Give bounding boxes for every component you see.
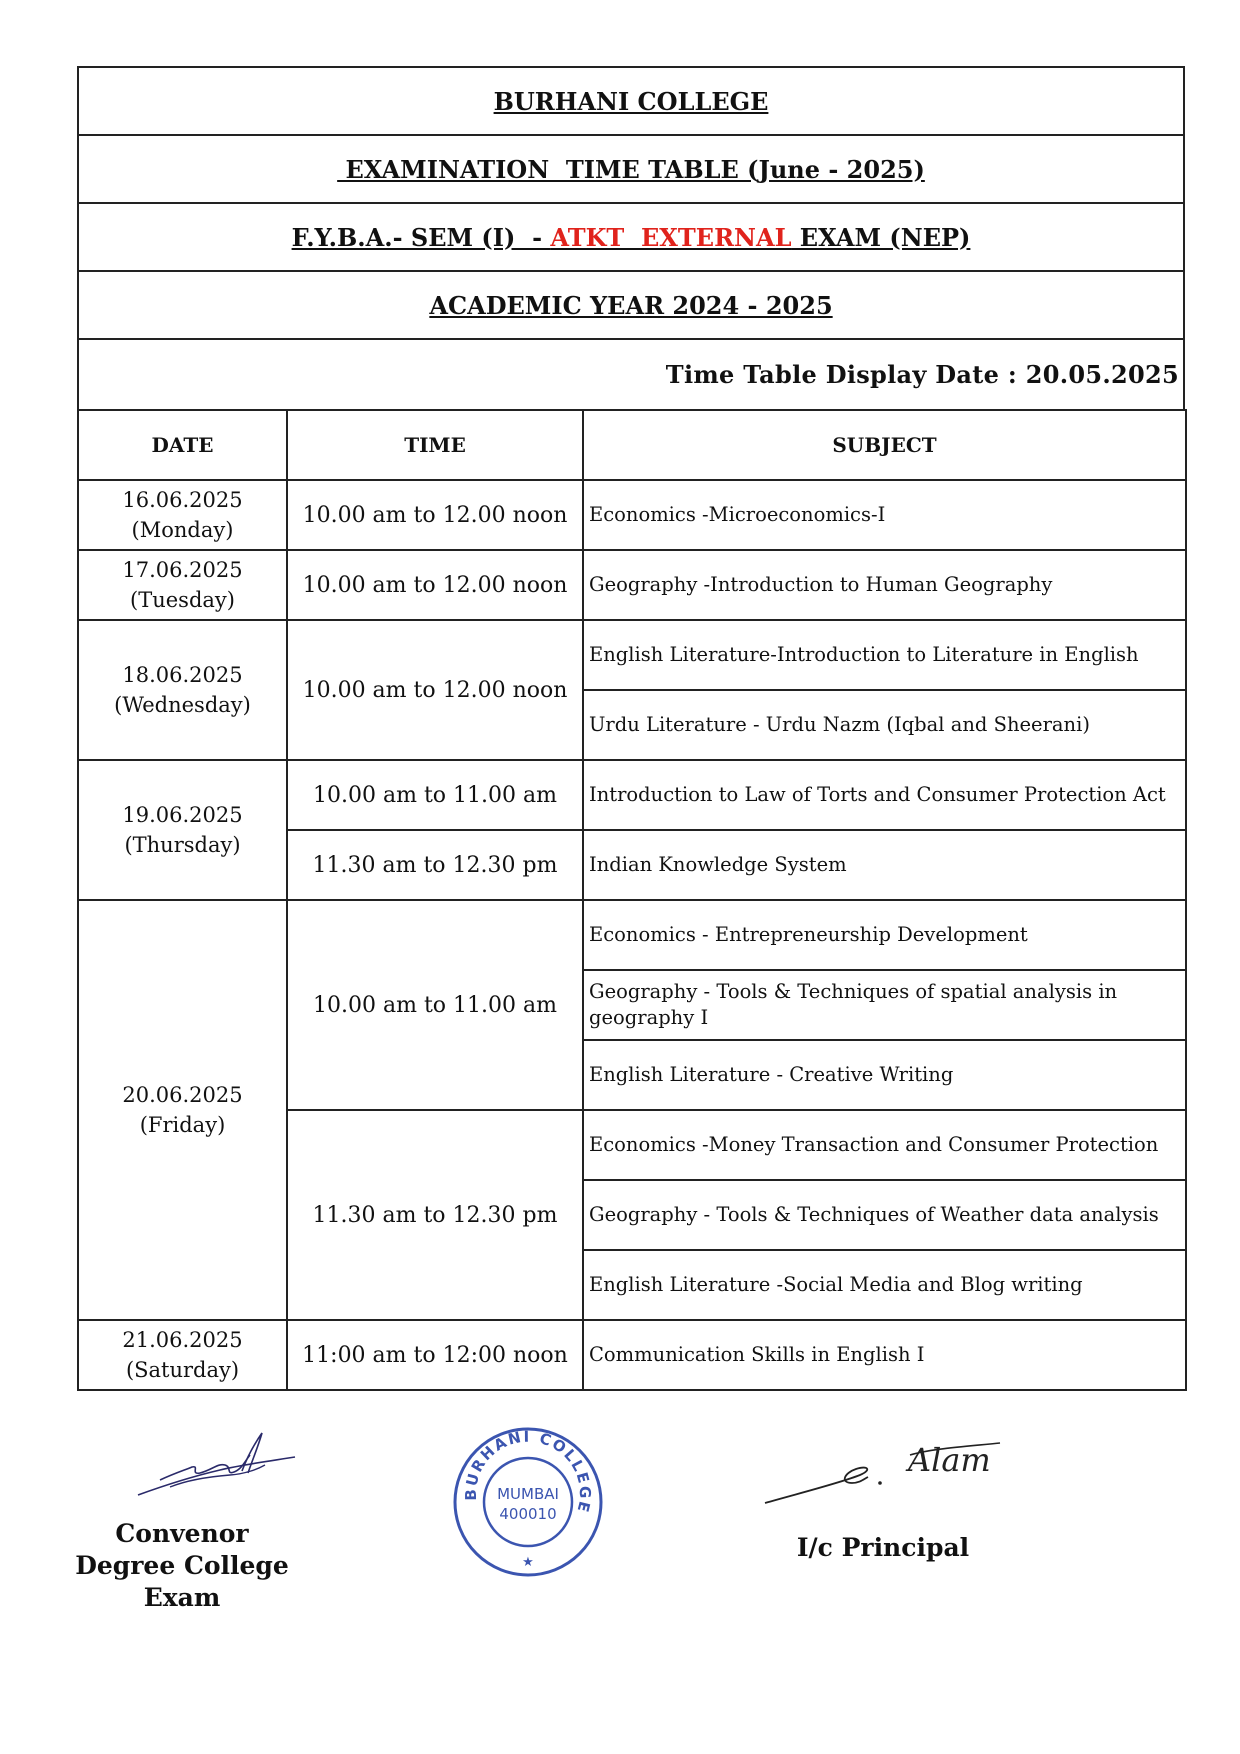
table-row [78, 1320, 1186, 1390]
exam-prefix: F.Y.B.A.- SEM (I) - [291, 222, 551, 252]
subject-cell: Indian Knowledge System [583, 830, 1186, 900]
exam-schedule-table [77, 409, 1187, 1391]
column-header-date: DATE [78, 410, 287, 480]
time-cell: 11.30 am to 12.30 pm [287, 830, 583, 900]
svg-text:★: ★ [522, 1555, 534, 1570]
date-cell: 21.06.2025 (Saturday) [78, 1320, 287, 1390]
time-cell: 11:00 am to 12:00 noon [287, 1320, 583, 1390]
subject-cell: Economics -Money Transaction and Consumer Protection [583, 1110, 1186, 1180]
table-row [78, 550, 1186, 620]
date-cell: 19.06.2025 (Thursday) [78, 760, 287, 900]
display-date: Time Table Display Date : 20.05.2025 [77, 338, 1185, 409]
date-cell: 16.06.2025 (Monday) [78, 480, 287, 550]
column-header-subject: SUBJECT [583, 410, 1186, 480]
subject-cell: Economics - Entrepreneurship Development [583, 900, 1186, 970]
time-cell: 10.00 am to 11.00 am [287, 760, 583, 830]
table-header-row [78, 410, 1186, 480]
convenor-label: Convenor Degree College Exam [75, 1519, 289, 1612]
time-cell: 11.30 am to 12.30 pm [287, 1110, 583, 1320]
convenor-signature [130, 1425, 300, 1505]
principal-label: I/c Principal [796, 1533, 970, 1562]
table-row [78, 620, 1186, 690]
timetable-title: EXAMINATION TIME TABLE (June - 2025) [77, 134, 1185, 202]
principal-signature-text: Alam [908, 1441, 991, 1479]
exam-highlight: ATKT EXTERNAL [550, 222, 792, 252]
college-stamp [448, 1422, 608, 1582]
table-row [78, 760, 1186, 830]
time-cell: 10.00 am to 12.00 noon [287, 480, 583, 550]
subject-cell: English Literature -Social Media and Blog writing [583, 1250, 1186, 1320]
subject-cell: Economics -Microeconomics-I [583, 480, 1186, 550]
subject-cell: Geography - Tools & Techniques of Weather data analysis [583, 1180, 1186, 1250]
timetable-sheet [77, 66, 1185, 1391]
subject-cell: Communication Skills in English I [583, 1320, 1186, 1390]
subject-cell: Introduction to Law of Torts and Consumer Protection Act [583, 760, 1186, 830]
date-cell: 17.06.2025 (Tuesday) [78, 550, 287, 620]
time-cell: 10.00 am to 11.00 am [287, 900, 583, 1110]
subject-cell: Geography - Tools & Techniques of spatial analysis in geography I [583, 970, 1186, 1040]
stamp-city: MUMBAI [497, 1485, 559, 1503]
date-cell: 18.06.2025 (Wednesday) [78, 620, 287, 760]
subject-cell: English Literature - Creative Writing [583, 1040, 1186, 1110]
column-header-time: TIME [287, 410, 583, 480]
stamp-pin: 400010 [499, 1505, 557, 1523]
time-cell: 10.00 am to 12.00 noon [287, 620, 583, 760]
exam-name [77, 202, 1185, 270]
subject-cell: Geography -Introduction to Human Geography [583, 550, 1186, 620]
table-row [78, 900, 1186, 970]
exam-suffix: EXAM (NEP) [791, 222, 971, 252]
date-cell: 20.06.2025 (Friday) [78, 900, 287, 1320]
college-name: BURHANI COLLEGE [77, 66, 1185, 134]
table-row [78, 480, 1186, 550]
stamp-top-text: BURHANI COLLEGE [461, 1427, 595, 1516]
subject-cell: English Literature-Introduction to Literature in English [583, 620, 1186, 690]
subject-cell: Urdu Literature - Urdu Nazm (Iqbal and Sheerani) [583, 690, 1186, 760]
principal-signature [760, 1425, 1020, 1510]
academic-year: ACADEMIC YEAR 2024 - 2025 [77, 270, 1185, 338]
time-cell: 10.00 am to 12.00 noon [287, 550, 583, 620]
